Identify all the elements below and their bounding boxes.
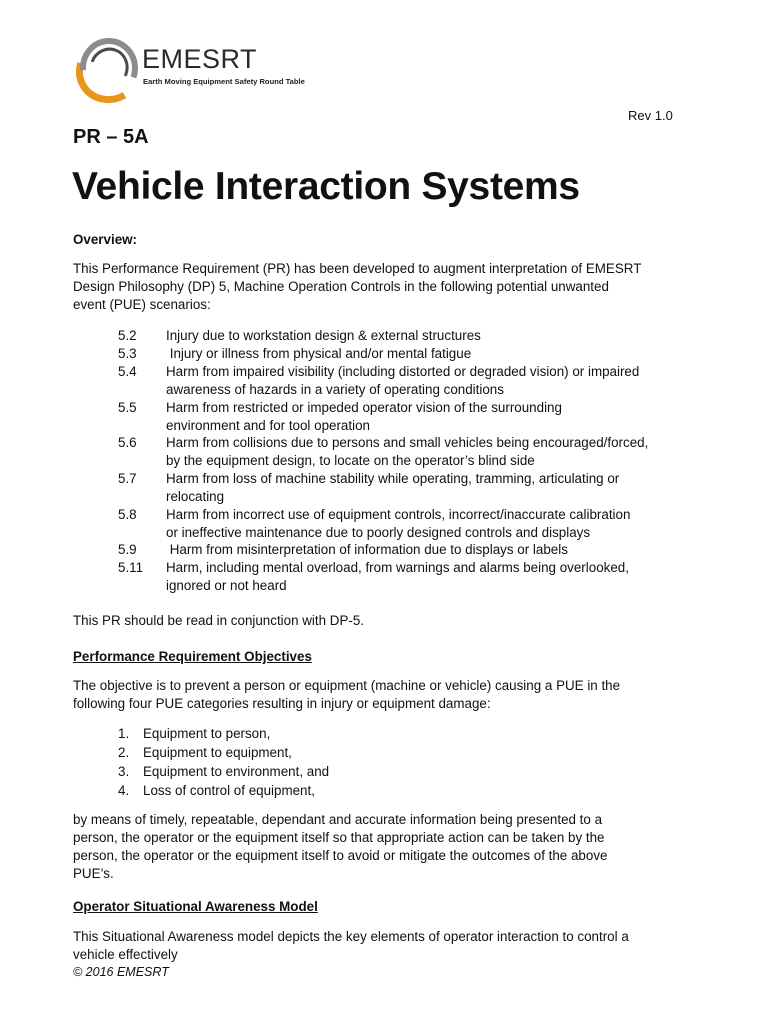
text-line: Harm from loss of machine stability while operating, tramming, articulating or bbox=[166, 471, 620, 486]
text-line: Harm from impaired visibility (including distorted or degraded vision) or impaired bbox=[166, 364, 640, 379]
text-line: Design Philosophy (DP) 5, Machine Operation Controls in the following potential unwanted bbox=[73, 279, 609, 294]
text-line: PUE’s. bbox=[73, 866, 114, 881]
scenario-text bbox=[166, 541, 686, 559]
scenario-number: 5.3 bbox=[118, 346, 137, 361]
scenario-text bbox=[166, 363, 686, 399]
emesrt-logo bbox=[76, 34, 336, 106]
scenario-text bbox=[166, 327, 686, 345]
text-line: Harm from misinterpretation of information due to displays or labels bbox=[166, 542, 568, 557]
copyright-footer: © 2016 EMESRT bbox=[73, 965, 169, 979]
scenario-number: 5.7 bbox=[118, 471, 137, 486]
list-text: Equipment to environment, and bbox=[143, 764, 330, 779]
scenario-number: 5.11 bbox=[118, 560, 144, 575]
scenario-text bbox=[166, 399, 686, 435]
scenario-number: 5.2 bbox=[118, 328, 137, 343]
text-line: or ineffective maintenance due to poorly designed controls and displays bbox=[166, 525, 591, 540]
page-title: Vehicle Interaction Systems bbox=[72, 165, 580, 208]
scenario-number: 5.4 bbox=[118, 364, 137, 379]
logo-name: EMESRT bbox=[142, 44, 258, 74]
revision-label: Rev 1.0 bbox=[628, 108, 673, 123]
objectives-heading: Performance Requirement Objectives bbox=[73, 649, 312, 664]
model-heading: Operator Situational Awareness Model bbox=[73, 899, 318, 914]
text-line: person, the operator or the equipment itself to avoid or mitigate the outcomes of the above bbox=[73, 848, 608, 863]
intro-paragraph bbox=[73, 260, 688, 314]
list-number: 4. bbox=[118, 783, 130, 798]
text-line: by the equipment design, to locate on the operator’s blind side bbox=[166, 453, 535, 468]
text-line: The objective is to prevent a person or equipment (machine or vehicle) causing a PUE in the bbox=[73, 678, 621, 693]
list-number: 3. bbox=[118, 764, 130, 779]
text-line: event (PUE) scenarios: bbox=[73, 297, 211, 312]
scenario-text bbox=[166, 470, 686, 506]
dp5-note: This PR should be read in conjunction with DP-5. bbox=[73, 613, 365, 628]
list-text: Loss of control of equipment, bbox=[143, 783, 315, 798]
scenario-text bbox=[166, 345, 686, 363]
scenario-number: 5.6 bbox=[118, 435, 137, 450]
list-text: Equipment to person, bbox=[143, 726, 271, 741]
scenario-number: 5.8 bbox=[118, 507, 137, 522]
text-line: awareness of hazards in a variety of operating conditions bbox=[166, 382, 504, 397]
text-line: ignored or not heard bbox=[166, 578, 287, 593]
text-line: This Performance Requirement (PR) has been developed to augment interpretation of EMESRT bbox=[73, 261, 642, 276]
list-number: 1. bbox=[118, 726, 130, 741]
text-line: Injury due to workstation design & external structures bbox=[166, 328, 481, 343]
scenario-number: 5.5 bbox=[118, 400, 137, 415]
text-line: following four PUE categories resulting in injury or equipment damage: bbox=[73, 696, 491, 711]
list-text: Equipment to equipment, bbox=[143, 745, 292, 760]
text-line: This Situational Awareness model depicts the key elements of operator interaction to control a bbox=[73, 929, 629, 944]
document-id: PR – 5A bbox=[73, 126, 149, 148]
logo-tagline: Earth Moving Equipment Safety Round Table bbox=[143, 77, 305, 86]
list-number: 2. bbox=[118, 745, 130, 760]
scenario-text bbox=[166, 506, 686, 542]
text-line: Harm, including mental overload, from warnings and alarms being overlooked, bbox=[166, 560, 629, 575]
text-line: Harm from restricted or impeded operator vision of the surrounding bbox=[166, 400, 562, 415]
objectives-paragraph bbox=[73, 677, 688, 713]
overview-heading: Overview: bbox=[73, 232, 138, 247]
text-line: person, the operator or the equipment itself so that appropriate action can be taken by the bbox=[73, 830, 605, 845]
scenario-number: 5.9 bbox=[118, 542, 137, 557]
text-line: by means of timely, repeatable, dependant and accurate information being presented to a bbox=[73, 812, 603, 827]
text-line: Harm from incorrect use of equipment controls, incorrect/inaccurate calibration bbox=[166, 507, 631, 522]
logo-rings-icon bbox=[76, 34, 146, 106]
text-line: relocating bbox=[166, 489, 225, 504]
text-line: environment and for tool operation bbox=[166, 418, 370, 433]
means-paragraph bbox=[73, 811, 688, 883]
text-line: Injury or illness from physical and/or mental fatigue bbox=[166, 346, 472, 361]
scenario-text bbox=[166, 434, 686, 470]
scenario-text bbox=[166, 559, 686, 595]
model-paragraph bbox=[73, 928, 688, 964]
text-line: vehicle effectively bbox=[73, 947, 178, 962]
text-line: Harm from collisions due to persons and small vehicles being encouraged/forced, bbox=[166, 435, 649, 450]
